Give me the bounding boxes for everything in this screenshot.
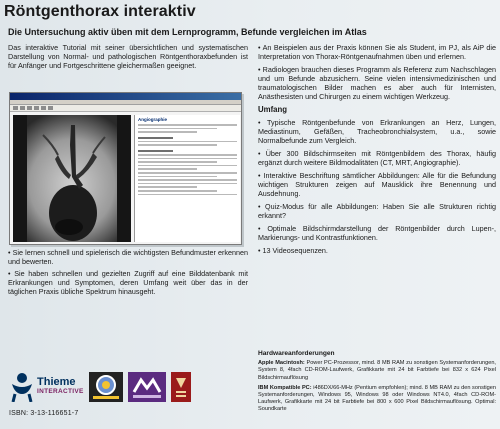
list-item: • Interaktive Beschriftung sämtlicher Abbildungen: Alle für die Befundung wichtigen Strukturen zeigen auf Mausklick ihre Benennung und Ausdehnung. [258, 171, 496, 198]
list-item: • Radiologen brauchen dieses Programm als Referenz zum Nachschlagen und um Befunde abzusichern. Seine vielen intensivmedizinischen und traumatologischen Bilder machen es aber auch für Internisten, Anästhesisten und Chirurgen zu einem wichtigen Werkzeug. [258, 65, 496, 101]
thieme-logo [9, 372, 84, 402]
toolbar-icon [20, 106, 25, 110]
text-line [138, 168, 197, 170]
program-screenshot [9, 92, 242, 245]
text-line [138, 165, 237, 167]
thieme-wordmark [37, 377, 84, 397]
list-item: • Über 300 Bildschirmseiten mit Röntgenbildern des Thorax, häufig ergänzt durch weitere Bildmodalitäten (CT, MRT, Angiographie). [258, 149, 496, 167]
screenshot-panel-heading: Angiographie [138, 117, 167, 122]
screenshot-info-panel [134, 115, 240, 242]
hardware-mac-text: Power PC-Prozessor, mind. 8 MB RAM zu sonstigen Systemanforderungen, System 8, 4fach CD-ROM-Laufwerk, Grafikkarte mit 24 bit Farbtiefe bei 832 x 624 Pixel Bildschirmauflösung [258, 360, 496, 381]
toolbar-icon [34, 106, 39, 110]
toolbar-icon [41, 106, 46, 110]
xray-angiography-icon [13, 115, 131, 242]
xray-image [13, 115, 131, 242]
list-item: • Quiz-Modus für alle Abbildungen: Haben Sie alle Strukturen richtig erkannt? [258, 202, 496, 220]
quicktime-logo-icon [89, 372, 123, 402]
thieme-name: Thieme [37, 376, 76, 388]
toolbar-icon [48, 106, 53, 110]
text-line [138, 154, 237, 156]
text-line [138, 172, 237, 174]
toolbar-icon [13, 106, 18, 110]
list-item: • Optimale Bildschirmdarstellung der Röntgenbilder durch Lupen-, Markierungs- und Kontrastfunktionen. [258, 224, 496, 242]
hardware-ibm [258, 385, 496, 414]
page-subtitle: Die Untersuchung aktiv üben mit dem Lernprogramm, Befunde vergleichen im Atlas [8, 27, 367, 37]
text-line [138, 190, 217, 192]
list-item: • Sie lernen schnell und spielerisch die wichtigsten Befundmuster erkennen und bewerten. [8, 248, 248, 266]
publisher-seal-icon [171, 372, 191, 402]
text-line [138, 128, 217, 130]
screenshot-toolbar [10, 105, 241, 112]
thieme-figure-icon [9, 372, 35, 402]
screenshot-titlebar [10, 93, 241, 100]
intro-text: Das interaktive Tutorial mit seiner übersichtlichen und systematischen Darstellung von Normal- und pathologischen Röntgenthoraxbefunden ist für Anfänger und Fortgeschrittene gleichermaßen geeignet. [8, 43, 248, 70]
made-with-macromedia-logo-icon [128, 372, 166, 402]
list-item: • Sie haben schnellen und gezielten Zugriff auf eine Bilddatenbank mit Erkrankungen und Symptomen, deren Umfang weit über das in der täglichen Praxis übliche Spektrum hinausgeht. [8, 269, 248, 296]
text-line [138, 194, 237, 196]
text-line [138, 186, 197, 188]
page-title: Röntgenthorax interaktiv [4, 3, 196, 20]
text-line [138, 161, 217, 163]
isbn: ISBN: 3-13-116651-7 [9, 410, 79, 417]
text-line [138, 124, 237, 126]
text-line [138, 158, 237, 160]
text-line [138, 179, 237, 181]
hardware-mac-label: Apple Macintosh: [258, 360, 305, 367]
hardware-ibm-text: i486DX/66-MHz (Pentium empfohlen); mind. 8 MB RAM zu den sonstigen Systemanforderungen, Windows 95, Windows 98 oder Windows NT4.0, 4fach CD-ROM-Laufwerk, Grafikkarte mit 24 bit Farbtiefe bei 800 x 600 Pixel Bildschirmauflösung. Optimal: Soundkarte [258, 384, 496, 413]
hardware-heading: Hardwareanforderungen [258, 350, 335, 357]
text-line [138, 141, 237, 143]
text-line [138, 176, 217, 178]
umfang-heading: Umfang [258, 105, 288, 114]
text-line [138, 183, 237, 185]
logo-strip [9, 370, 249, 404]
hardware-requirements [258, 350, 496, 417]
left-bullet-list [8, 248, 248, 299]
thieme-sub: INTERACTIVE [37, 388, 84, 395]
list-item: • Typische Röntgenbefunde von Erkrankungen an Herz, Lungen, Mediastinum, Gefäßen, Tracheobronchialsystem, u.a., sowie Normalbefunde zum Vergleich. [258, 118, 496, 145]
list-item: • An Beispielen aus der Praxis können Sie als Student, im PJ, als AiP die Interpretation von Thorax-Röntgenaufnahmen üben und erlernen. [258, 43, 496, 61]
text-line [138, 144, 217, 146]
text-line [138, 137, 173, 139]
list-item: • 13 Videosequenzen. [258, 246, 328, 255]
hardware-ibm-label: IBM Kompatible PC: [258, 384, 312, 391]
right-column [258, 43, 496, 259]
hardware-mac [258, 360, 496, 382]
text-line [138, 150, 173, 152]
text-line [138, 131, 197, 133]
toolbar-icon [27, 106, 32, 110]
